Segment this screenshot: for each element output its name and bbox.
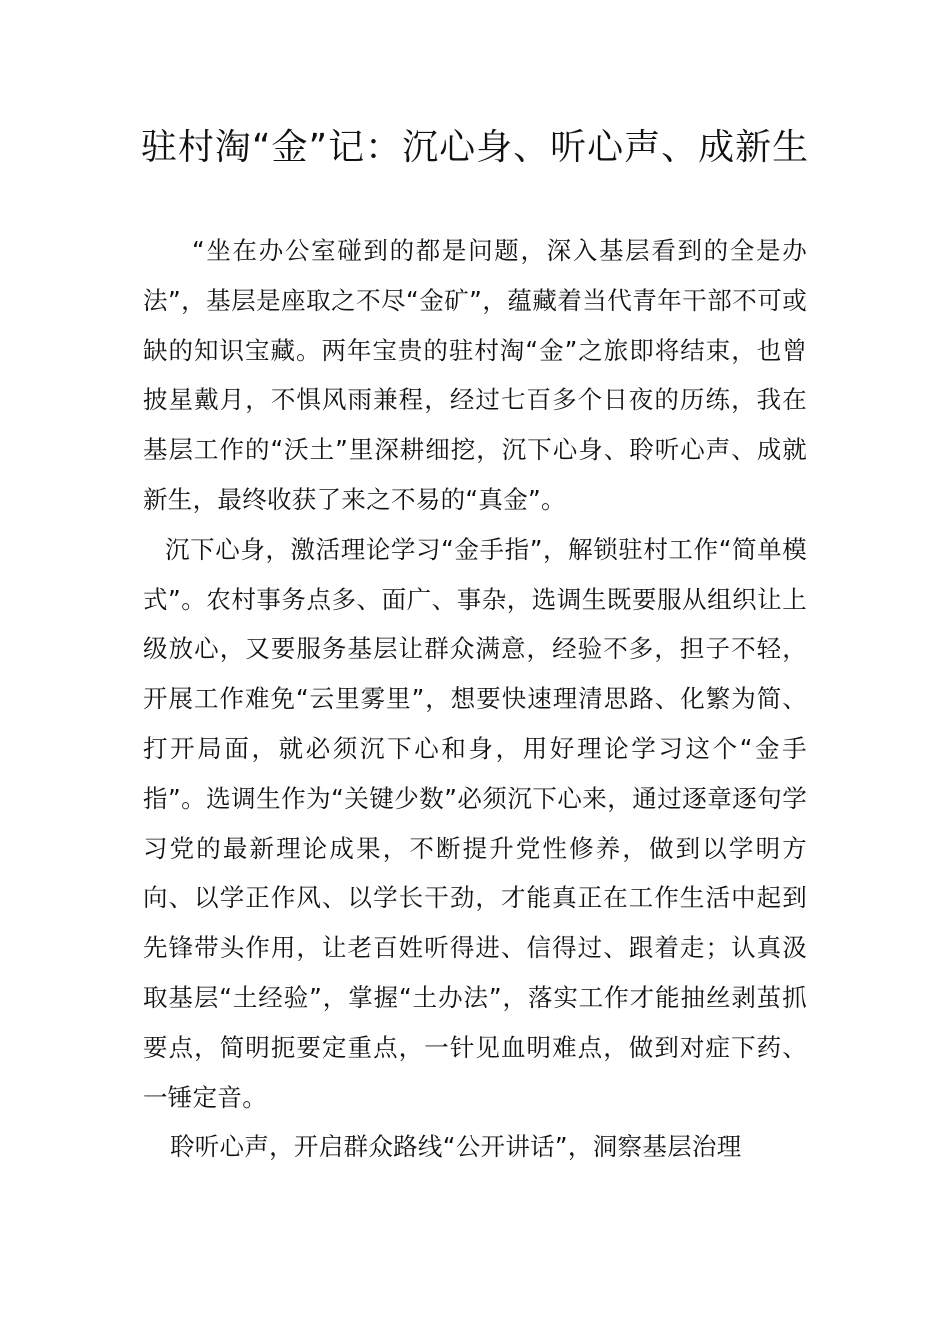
paragraph-theory-study: 沉下心身，激活理论学习“金手指”，解锁驻村工作“简单模式”。农村事务点多、面广、事杂，选调生既要服从组织让上级放心，又要服务基层让群众满意，经验不多，担子不轻，开展工作难免“云里雾里”，想要快速理清思路、化繁为简、打开局面，就必须沉下心和身，用好理论学习这个“金手指”。选调生作为“关键少数”必须沉下心来，通过逐章逐句学习党的最新理论成果，不断提升党性修养，做到以学明方向、以学正作风、以学长干劲，才能真正在工作生活中起到先锋带头作用，让老百姓听得进、信得过、跟着走；认真汲取基层“土经验”，掌握“土办法”，落实工作才能抽丝剥茧抓要点，简明扼要定重点，一针见血明难点，做到对症下药、一锤定音。 (143, 534, 807, 1112)
document-title: 驻村淘“金”记：沉心身、听心声、成新生 (140, 127, 810, 168)
paragraph-intro: “坐在办公室碰到的都是问题，深入基层看到的全是办法”，基层是座取之不尽“金矿”，蕴藏着当代青年干部不可或缺的知识宝藏。两年宝贵的驻村淘“金”之旅即将结束，也曾披星戴月，不惧风雨兼程，经过七百多个日夜的历练，我在基层工作的“沃土”里深耕细挖，沉下心身、聆听心声、成就新生，最终收获了来之不易的“真金”。 (143, 236, 807, 514)
paragraph-listen-voices: 聆听心声，开启群众路线“公开讲话”，洞察基层治理 (169, 1132, 742, 1162)
document-body (143, 226, 807, 1172)
